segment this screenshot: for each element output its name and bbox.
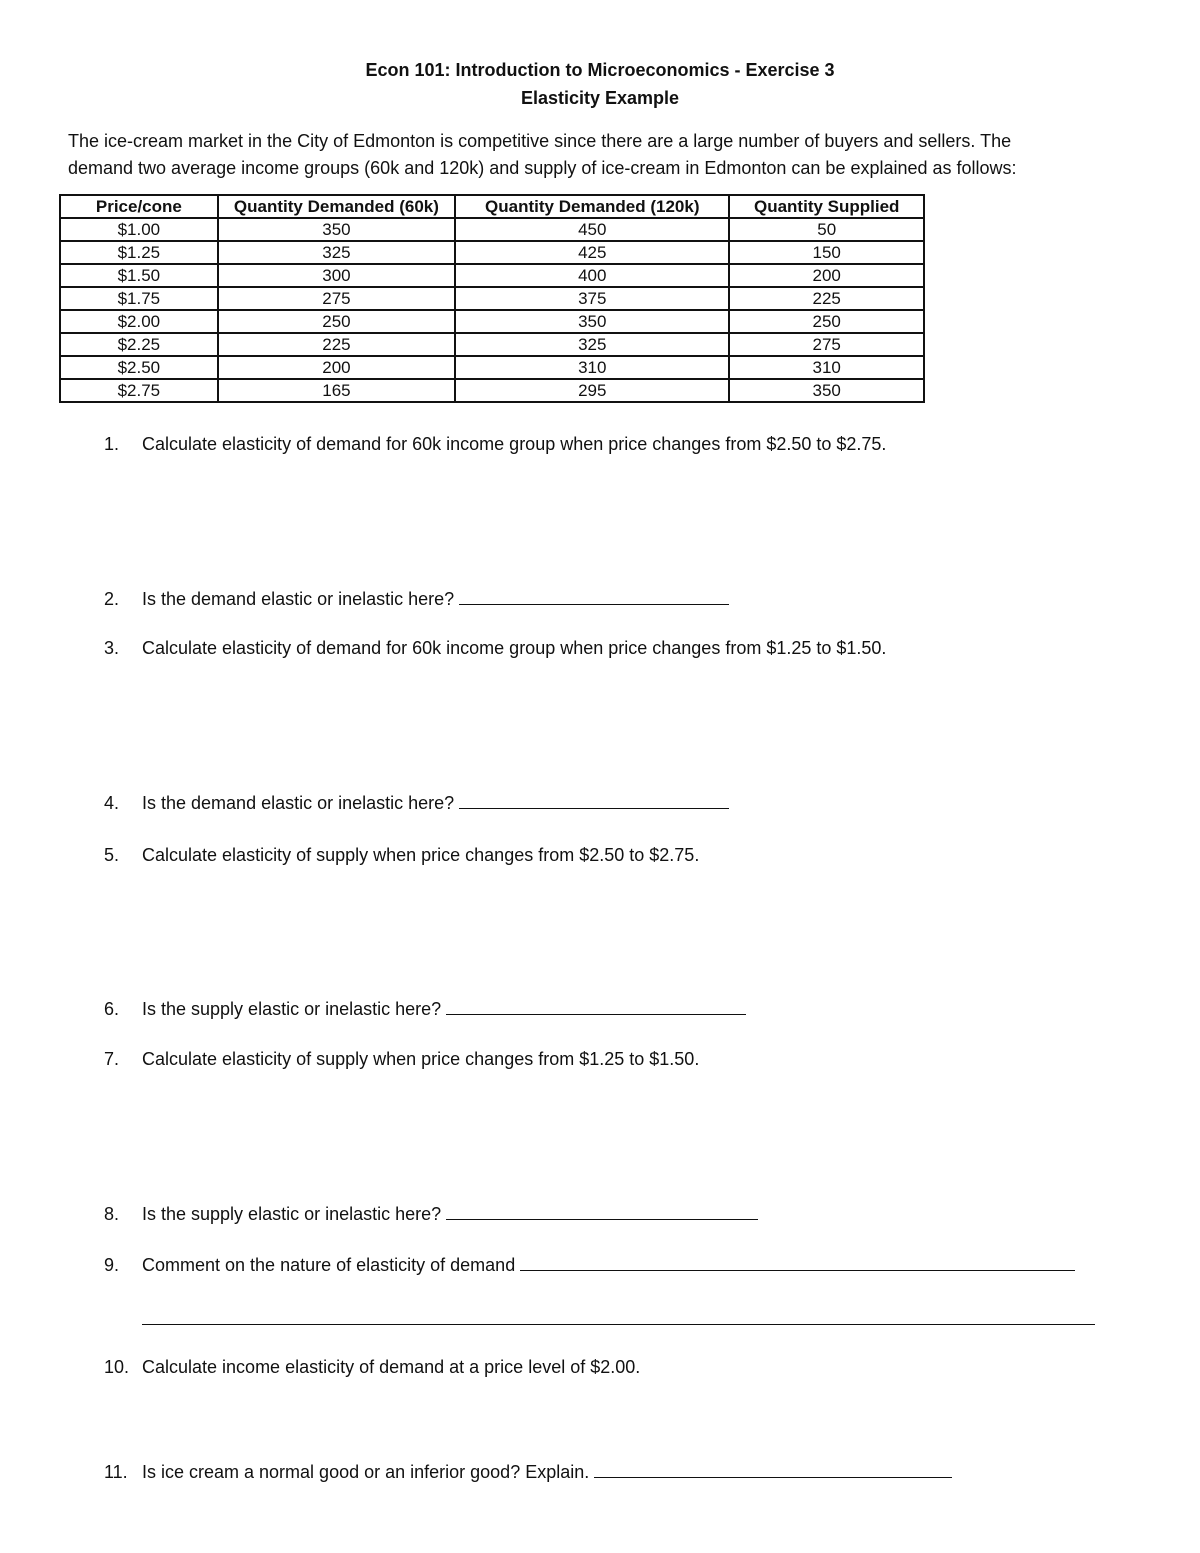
cell-qd-120k: 350 [455,310,729,333]
question-number: 4. [104,793,120,813]
cell-qd-60k: 225 [218,333,455,356]
cell-price: $1.50 [60,264,218,287]
table-row [60,241,924,264]
question-text: Calculate income elasticity of demand at a price level of $2.00. [142,1357,641,1377]
header-qs: Quantity Supplied [729,195,924,218]
cell-price: $1.00 [60,218,218,241]
page-title: Econ 101: Introduction to Microeconomics - Exercise 3 [365,60,835,80]
question-text: Is the demand elastic or inelastic here? [142,589,455,609]
answer-blank[interactable] [459,588,729,605]
cell-price: $1.75 [60,287,218,310]
question-number: 1. [104,434,120,454]
cell-qs: 350 [729,379,924,402]
question-2 [104,588,729,610]
question-text: Is the supply elastic or inelastic here? [142,999,442,1019]
question-text: Calculate elasticity of supply when price changes from $1.25 to $1.50. [142,1049,700,1069]
table-row [60,218,924,241]
intro-line-1: The ice-cream market in the City of Edmonton is competitive since there are a large number of buyers and sellers. The [68,131,1012,151]
question-number: 9. [104,1255,120,1275]
table-row [60,379,924,402]
cell-qd-120k: 450 [455,218,729,241]
question-11 [104,1461,952,1483]
cell-qd-60k: 250 [218,310,455,333]
answer-blank[interactable] [446,998,746,1015]
question-text: Calculate elasticity of supply when price changes from $2.50 to $2.75. [142,845,700,865]
cell-qs: 225 [729,287,924,310]
cell-qd-120k: 310 [455,356,729,379]
question-text: Is the supply elastic or inelastic here? [142,1204,442,1224]
question-number: 7. [104,1049,120,1069]
cell-qd-120k: 295 [455,379,729,402]
cell-qs: 250 [729,310,924,333]
question-number: 3. [104,638,120,658]
cell-price: $2.00 [60,310,218,333]
header-qd-60k: Quantity Demanded (60k) [218,195,455,218]
question-text: Comment on the nature of elasticity of demand [142,1255,516,1275]
answer-blank[interactable] [446,1203,758,1220]
table-row [60,310,924,333]
cell-qs: 50 [729,218,924,241]
table-row [60,356,924,379]
answer-blank[interactable] [594,1461,952,1478]
table-row [60,333,924,356]
question-text: Is ice cream a normal good or an inferior good? Explain. [142,1462,590,1482]
question-3 [104,638,886,659]
cell-qd-60k: 300 [218,264,455,287]
question-number: 6. [104,999,120,1019]
intro-line-2: demand two average income groups (60k and 120k) and supply of ice-cream in Edmonton can be explained as follows: [68,158,1017,178]
answer-blank[interactable] [520,1254,1075,1271]
cell-qd-60k: 200 [218,356,455,379]
question-9 [104,1254,1075,1276]
question-text: Calculate elasticity of demand for 60k income group when price changes from $1.25 to $1.50. [142,638,887,658]
header-qd-120k: Quantity Demanded (120k) [455,195,729,218]
question-8 [104,1203,758,1225]
cell-price: $2.75 [60,379,218,402]
question-number: 2. [104,589,120,609]
table-header-row [60,195,924,218]
question-number: 8. [104,1204,120,1224]
cell-price: $2.50 [60,356,218,379]
cell-qd-60k: 350 [218,218,455,241]
cell-qd-120k: 325 [455,333,729,356]
question-text: Is the demand elastic or inelastic here? [142,793,455,813]
question-1 [104,434,886,455]
answer-blank[interactable] [459,792,729,809]
cell-qs: 200 [729,264,924,287]
cell-qs: 310 [729,356,924,379]
intro-paragraph [68,128,1138,182]
cell-qd-60k: 325 [218,241,455,264]
question-number: 10. [104,1357,130,1377]
cell-qd-120k: 425 [455,241,729,264]
question-7 [104,1049,699,1070]
cell-qd-120k: 400 [455,264,729,287]
cell-qd-60k: 165 [218,379,455,402]
cell-price: $2.25 [60,333,218,356]
question-number: 5. [104,845,120,865]
header-price: Price/cone [60,195,218,218]
cell-qs: 150 [729,241,924,264]
question-5 [104,845,699,866]
table-row [60,264,924,287]
table-row [60,287,924,310]
question-6 [104,998,746,1020]
question-number: 11. [104,1462,128,1482]
page-subtitle: Elasticity Example [520,88,680,108]
cell-qd-60k: 275 [218,287,455,310]
cell-qs: 275 [729,333,924,356]
question-4 [104,792,729,814]
question-text: Calculate elasticity of demand for 60k income group when price changes from $2.50 to $2.75. [142,434,887,454]
answer-blank-continued[interactable] [142,1324,1095,1325]
cell-price: $1.25 [60,241,218,264]
supply-demand-table [59,194,925,403]
cell-qd-120k: 375 [455,287,729,310]
question-10 [104,1357,640,1378]
